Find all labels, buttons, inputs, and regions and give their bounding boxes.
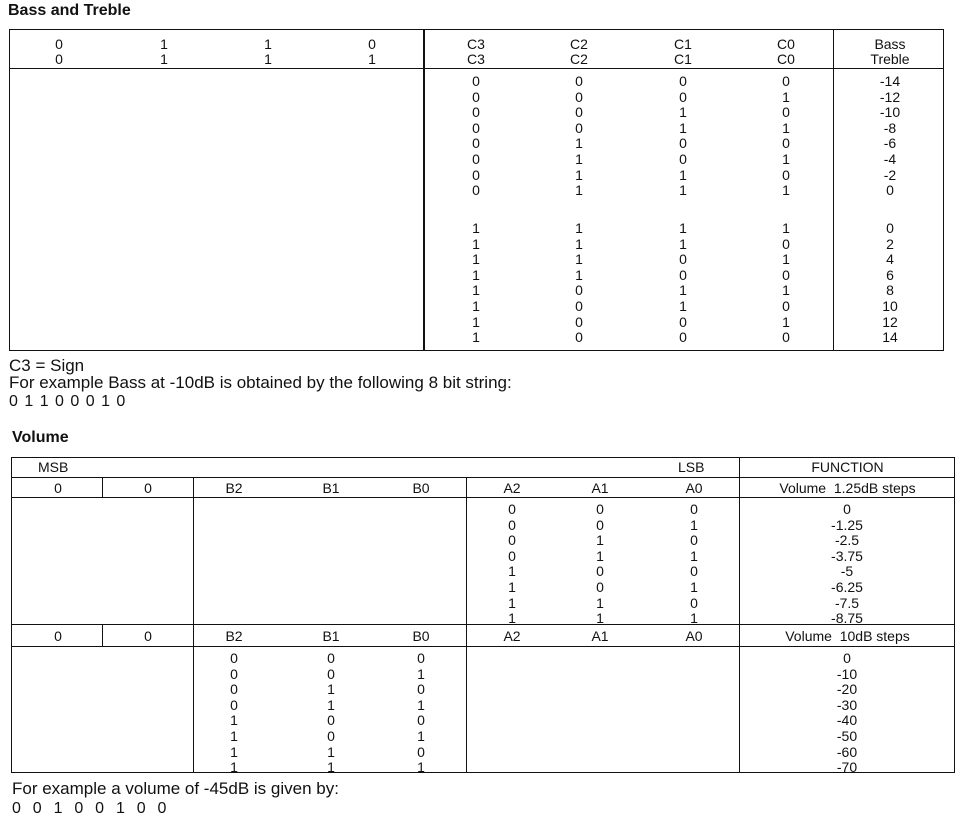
vol2-col-b2: 0 0 0 0 1 1 1 1: [230, 650, 238, 776]
bass-left-header-3: 1 1: [264, 36, 272, 67]
vol1-function: Volume 1.25dB steps: [779, 480, 916, 496]
vol2-col-db: 0 -10 -20 -30 -40 -50 -60 -70: [836, 650, 858, 776]
vol1-header-a2: A2: [503, 480, 521, 496]
vol1-header-b1: B1: [322, 480, 340, 496]
bass-boost-col-c1: 1 1 0 0 1 1 0 0: [679, 220, 687, 346]
bass-boost-col-c2: 1 1 1 1 0 0 0 0: [575, 220, 583, 346]
bass-cut-col-c0: 0 1 0 1 0 1 0 1: [782, 73, 790, 199]
msb-label: MSB: [38, 459, 69, 475]
bass-cut-col-c2: 0 0 0 0 1 1 1 1: [575, 73, 583, 199]
bass-header-c2: C2 C2: [570, 36, 588, 67]
vol2-col-b0: 0 1 0 1 0 1 0 1: [417, 650, 425, 776]
vol1-col-db: 0 -1.25 -2.5 -3.75 -5 -6.25 -7.5 -8.75: [831, 501, 863, 627]
vol2-header-0b: 0: [144, 628, 152, 644]
volume-example-note: For example a volume of -45dB is given by:: [12, 779, 339, 798]
vol2-header-a0: A0: [685, 628, 703, 644]
volume-header2-line: [11, 646, 955, 647]
vol2-header-a2: A2: [503, 628, 521, 644]
volume-msb-line: [11, 477, 955, 478]
volume-h2-split-1: [102, 624, 103, 646]
volume-b-divider: [193, 477, 194, 773]
volume-header1-line: [11, 497, 955, 498]
vol1-header-0a: 0: [54, 480, 62, 496]
vol2-header-a1: A1: [591, 628, 609, 644]
vol1-col-a2: 0 0 0 0 1 1 1 1: [508, 501, 516, 627]
vol2-header-b0: B0: [412, 628, 430, 644]
vol2-header-b1: B1: [322, 628, 340, 644]
vol1-header-b2: B2: [225, 480, 243, 496]
bass-header-divider: [9, 68, 944, 69]
vol1-header-a0: A0: [685, 480, 703, 496]
vol1-col-a0: 0 1 0 1 0 1 0 1: [690, 501, 698, 627]
volume-function-divider: [739, 457, 740, 773]
vol1-header-0b: 0: [144, 480, 152, 496]
bass-example-bits: 0 1 1 0 0 0 1 0: [9, 393, 127, 410]
volume-title: Volume: [12, 429, 69, 446]
bass-value-divider: [833, 29, 834, 351]
bass-left-right-divider: [423, 29, 425, 351]
bass-cut-col-c1: 0 0 1 1 0 0 1 1: [679, 73, 687, 199]
sign-note: C3 = Sign: [9, 356, 85, 375]
vol2-header-b2: B2: [225, 628, 243, 644]
bass-left-header-2: 1 1: [160, 36, 168, 67]
bass-boost-col-c0: 1 0 1 0 1 0 1 0: [782, 220, 790, 346]
bass-header-c0: C0 C0: [777, 36, 795, 67]
bass-header-c1: C1 C1: [674, 36, 692, 67]
function-label: FUNCTION: [811, 459, 884, 475]
vol2-col-b1: 0 0 1 1 0 0 1 1: [327, 650, 335, 776]
volume-a-divider: [466, 477, 467, 773]
volume-h1-split-1: [102, 477, 103, 497]
bass-left-header-1: 0 0: [55, 36, 63, 67]
vol2-header-0a: 0: [54, 628, 62, 644]
bass-cut-col-db: -14 -12 -10 -8 -6 -4 -2 0: [879, 73, 901, 199]
bass-boost-col-db: 0 2 4 6 8 10 12 14: [882, 220, 898, 346]
bass-cut-col-c3: 0 0 0 0 0 0 0 0: [472, 73, 480, 199]
bass-boost-col-c3: 1 1 1 1 1 1 1 1: [472, 220, 480, 346]
vol2-function: Volume 10dB steps: [785, 628, 910, 644]
bass-example-note: For example Bass at -10dB is obtained by the following 8 bit string:: [9, 373, 512, 392]
bass-left-header-4: 0 1: [368, 36, 376, 67]
vol1-header-b0: B0: [412, 480, 430, 496]
volume-example-bits: 0 0 1 0 0 1 0 0: [12, 800, 168, 817]
bass-header-value: Bass Treble: [870, 36, 910, 67]
vol1-header-a1: A1: [591, 480, 609, 496]
lsb-label: LSB: [678, 459, 705, 475]
vol1-col-a1: 0 0 1 1 0 0 1 1: [596, 501, 604, 627]
bass-treble-title: Bass and Treble: [8, 2, 131, 19]
bass-header-c3: C3 C3: [467, 36, 485, 67]
